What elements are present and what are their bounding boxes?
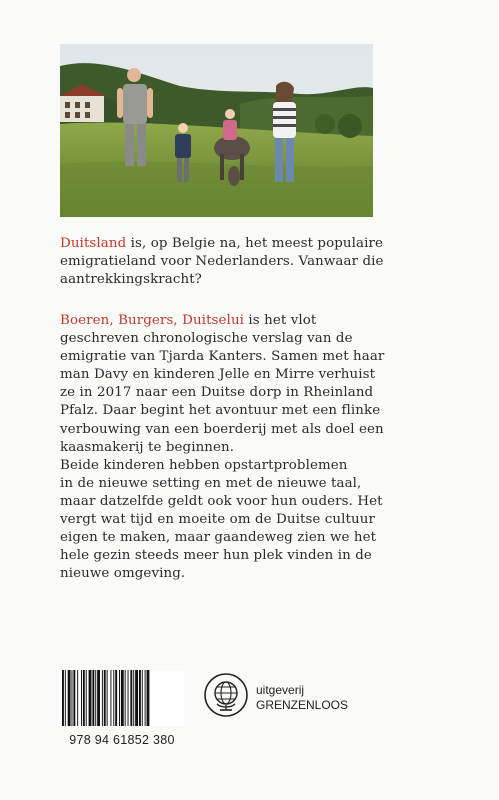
summary-line: geschreven chronologische verslag van de: [60, 331, 353, 347]
summary-line: Pfalz. Daar begint het avontuur met een flinke: [60, 403, 381, 419]
intro-line-2: emigratieland voor Nederlanders. Vanwaar die: [60, 254, 384, 270]
summary-line: Beide kinderen hebben opstartproblemen: [60, 457, 348, 473]
barcode: [60, 670, 184, 726]
summary-line: ze in 2017 naar een Duitse dorp in Rheinland: [60, 385, 374, 401]
summary-line: hele gezin steeds meer hun plek vinden in de: [60, 548, 372, 564]
summary-line: eigen te maken, maar gaandeweg zien we het: [60, 530, 377, 546]
summary-line-1: Boeren, Burgers, Duitselui is het vlot: [60, 313, 317, 328]
globe-logo-icon: [203, 672, 249, 718]
family-photo: [60, 44, 373, 217]
summary-line: in de nieuwe setting en met de nieuwe taal,: [60, 475, 362, 491]
summary-line: nieuwe omgeving.: [60, 566, 186, 582]
intro-paragraph: [60, 235, 384, 289]
publisher-name: [256, 683, 348, 713]
summary-line: vergt wat tijd en moeite om de Duitse cultuur: [60, 512, 375, 528]
summary-line: kaasmakerij te beginnen.: [60, 439, 235, 455]
highlight-book-title: Boeren, Burgers, Duitselui: [60, 313, 245, 328]
summary-paragraph: [60, 312, 385, 583]
summary-line: maar datzelfde geldt ook voor hun ouders. Het: [60, 493, 383, 509]
isbn-number: 978 94 61852 380: [69, 733, 175, 747]
publisher-line-1: uitgeverij: [256, 683, 305, 697]
summary-line: verbouwing van een boerderij met als doel een: [60, 421, 384, 437]
highlight-duitsland: Duitsland: [60, 236, 127, 251]
intro-line-3: aantrekkingskracht?: [60, 272, 202, 288]
publisher-line-2: GRENZENLOOS: [256, 698, 349, 712]
summary-line: emigratie van Tjarda Kanters. Samen met haar: [60, 349, 385, 365]
summary-line: man Davy en kinderen Jelle en Mirre verhuist: [60, 367, 376, 383]
intro-line-1: Duitsland is, op Belgie na, het meest populaire: [60, 236, 384, 251]
